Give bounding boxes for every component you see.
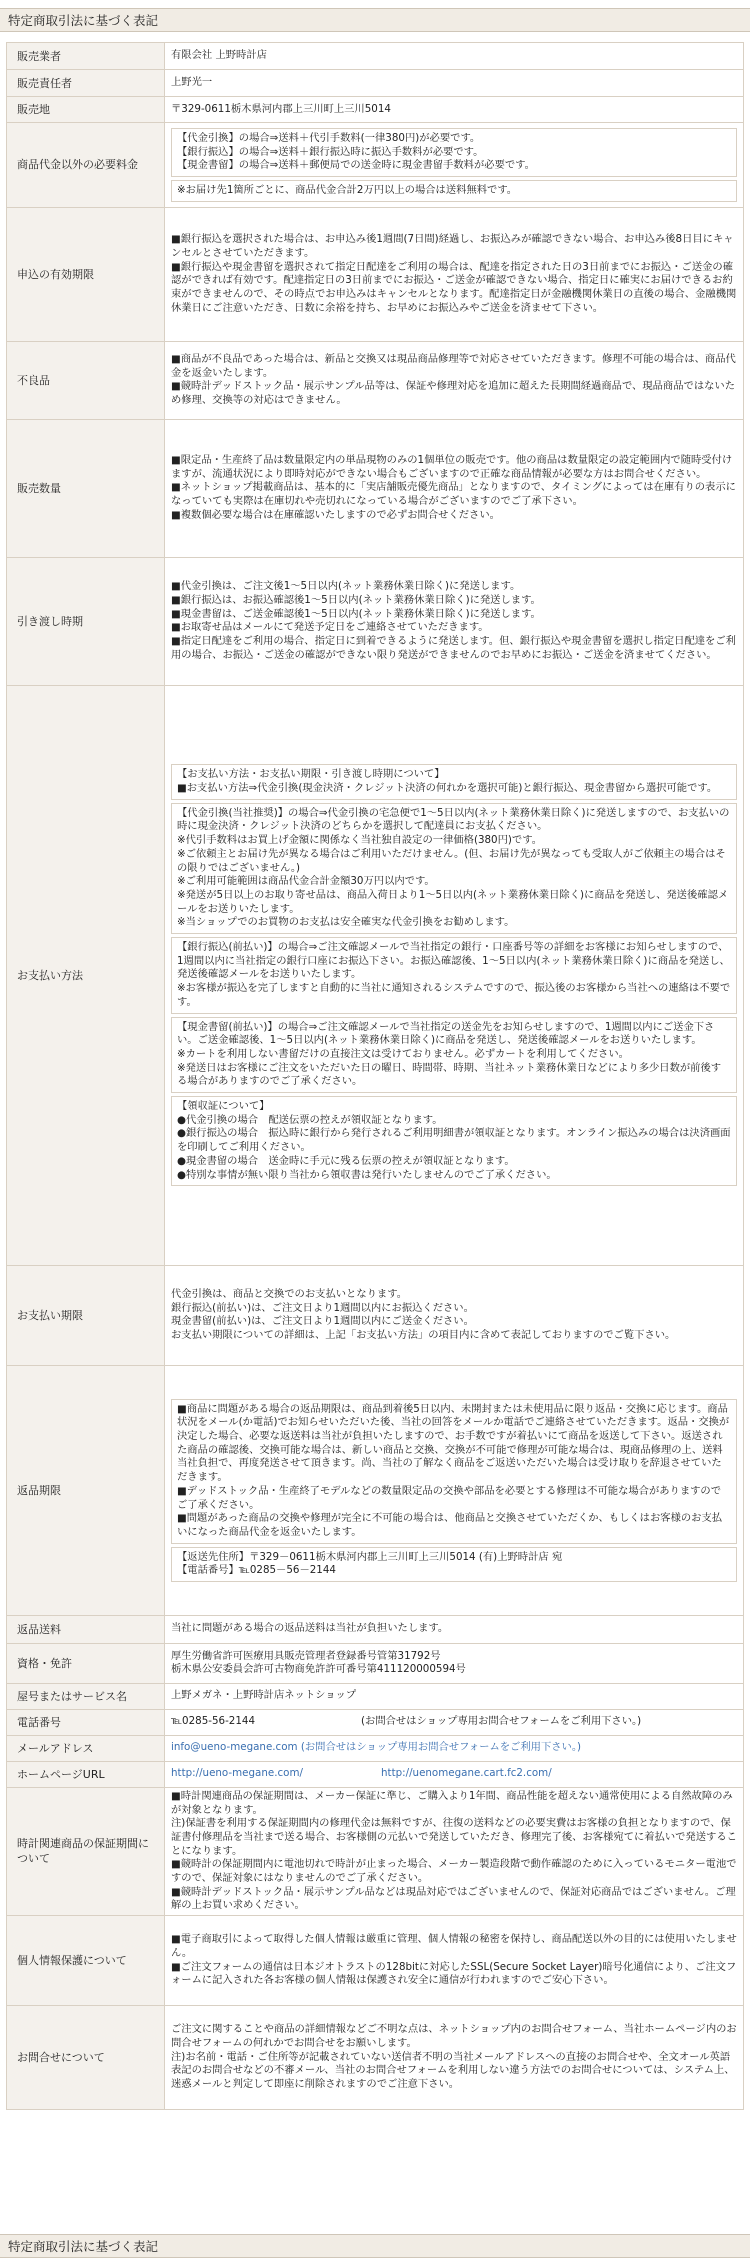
mail-link[interactable]: info@ueno-megane.com: [171, 1741, 298, 1754]
row-deadline: [7, 1265, 744, 1365]
fees-line: 【現金書留】の場合⇒送料＋郵便局での送金時に現金書留手数料が必要です。: [177, 159, 535, 172]
label-license: 資格・免許: [7, 1643, 165, 1683]
payment-line: 【代金引換(当社推奨)】の場合⇒代金引換の宅急便で1～5日以内(ネット業務休業日除く)に発送しますので、お支払いの時に現金決済・クレジット決済のどちらかを選択して配達員にお支払ください。: [177, 806, 730, 833]
value-license: [165, 1643, 744, 1683]
value-deadline: [165, 1265, 744, 1365]
label-store: 屋号またはサービス名: [7, 1683, 165, 1709]
row-delivery: [7, 557, 744, 685]
label-fees: 商品代金以外の必要料金: [7, 123, 165, 208]
row-defective: [7, 341, 744, 419]
value-returns: [165, 1365, 744, 1615]
label-quantity: 販売数量: [7, 419, 165, 557]
commerce-law-table: [6, 42, 744, 2110]
payment-line: ※代引手数料はお買上げ金額に関係なく当社独自設定の一律価格(380円)です。: [177, 834, 542, 847]
label-manager: 販売責任者: [7, 70, 165, 97]
contact-line: 注)お名前・電話・ご住所等が記載されていない送信者不明の当社メールアドレスへの直接のお問合せや、全文オール英語表記のお問合せなどの不審メール、当社のお問合せフォームを利用しない違う方法でのお問合せについては、システム上、迷惑メールと判定して即座に削除されますのでご注意下さい。: [171, 2050, 735, 2091]
payment-line: ※発送が5日以上のお取り寄せ品は、商品入荷日より1～5日以内(ネット業務休業日除く)に商品を発送し、発送後確認メールをお送りいたします。: [177, 888, 729, 915]
fees-line: 【銀行振込】の場合⇒送料＋銀行振込時に振込手数料が必要です。: [177, 145, 484, 158]
defective-line: ■商品が不良品であった場合は、新品と交換又は現品商品修理等で対応させていただきます。修理不可能の場合は、商品代金を返金いたします。: [171, 352, 736, 379]
returns-block-address: [171, 1547, 737, 1582]
payment-block-bank: [171, 937, 737, 1014]
value-fees: [165, 123, 744, 208]
fees-line: ※お届け先1箇所ごとに、商品代金合計2万円以上の場合は送料無料です。: [177, 184, 518, 197]
row-license: [7, 1643, 744, 1683]
header-title: 特定商取引法に基づく表記: [0, 8, 750, 32]
payment-line: ※当ショップでのお買物のお支払は安全確実な代金引換をお勧めします。: [177, 916, 515, 929]
row-returns: [7, 1365, 744, 1615]
label-phone: 電話番号: [7, 1709, 165, 1735]
label-privacy: 個人情報保護について: [7, 1916, 165, 2006]
validity-line: ■銀行振込を選択された場合は、お申込み後1週間(7日間)経過し、お振込みが確認できない場合、お申込み後8日目にキャンセルとさせていただきます。: [171, 233, 734, 259]
payment-block-cod: [171, 803, 737, 934]
value-seller: 有限会社 上野時計店: [165, 43, 744, 70]
delivery-line: ■指定日配達をご利用の場合、指定日に到着できるように発送します。但、銀行振込や現金書留を選択し指定日配達をご利用の場合、お振込・ご送金の確認ができない限り発送ができませんのでお早めにお振込・ご送金を済ませてください。: [171, 635, 736, 661]
returns-line: ■問題があった商品の交換や修理が完全に不可能の場合は、他商品と交換させていただくか、もしくはお客様のお支払いになった商品代金を返金いたします。: [177, 1512, 723, 1538]
quantity-line: ■限定品・生産終了品は数量限定内の単品現物のみの1個単位の販売です。他の商品は数量限定の設定範囲内で随時受付けますが、流通状況により即時対応ができない場合もございますので正確な商品情報が必要な方はお問合せください。: [171, 454, 733, 480]
row-manager: [7, 70, 744, 97]
phone-note: (お問合せはショップ専用お問合せフォームをご利用下さい。): [361, 1715, 642, 1728]
validity-line: ■銀行振込や現金書留を選択されて指定日配達をご利用の場合は、配達を指定された日の3日前までにお振込・ご送金の確認ができれば有効です。配達指定日の3日前までにお振込・ご送金が確認できない場合、指定日に確実にお届けできるお約束ができませんので、その時点でお申込みはキャンセルとなります。配達指定日が金融機関休業日の直後の場合、金融機関休業日にご注意いただき、日数に余裕を持ち、お早めにお振込みやご送金を済ませて下さい。: [171, 260, 737, 314]
phone-number: ℡0285-56-2144: [171, 1715, 256, 1728]
returns-line: 【電話番号】℡0285－56－2144: [177, 1564, 336, 1577]
license-line: 厚生労働省許可医療用具販売管理者登録番号管第31792号: [171, 1649, 441, 1662]
row-contact: [7, 2006, 744, 2110]
label-delivery: 引き渡し時期: [7, 557, 165, 685]
payment-line: ※発送日はお客様にご注文をいただいた日の曜日、時間帯、時期、当社ネット業務休業日などにより多少日数が前後する場合がありますのでご了承ください。: [177, 1061, 722, 1088]
deadline-line: 代金引換は、商品と交換でのお支払いとなります。: [171, 1287, 408, 1300]
returns-block-policy: [171, 1399, 737, 1544]
row-address: [7, 97, 744, 123]
row-fees: [7, 123, 744, 208]
row-seller: [7, 43, 744, 70]
returns-line: ■商品に問題がある場合の返品期限は、商品到着後5日以内、未開封または未使用品に限り返品・交換に応じます。商品状況をメール(か電話)でお知らせいただいた後、当社の回答をメールか電話でご連絡させていただきます。返品・交換が決定した場合、必要な返送料は当社が負担いたしますので、お手数ですが着払いにて商品を返送して下さい。返送された商品の確認後、交換可能な場合は、新しい商品と交換、交換が不可能で修理が可能な場合は、現商品修理の上、送料当社負担で、再度発送させて頂きます。尚、当社の了解なく商品をご返送いただいた場合は受け取りを辞退させていただきます。: [177, 1402, 730, 1484]
row-warranty: [7, 1787, 744, 1915]
label-defective: 不良品: [7, 341, 165, 419]
payment-block-summary: [171, 764, 737, 799]
row-phone: [7, 1709, 744, 1735]
label-validity: 申込の有効期限: [7, 207, 165, 341]
homepage-link-cart[interactable]: http://uenomegane.cart.fc2.com/: [381, 1767, 552, 1780]
value-homepage: [165, 1761, 744, 1787]
quantity-line: ■ネットショップ掲載商品は、基本的に「実店舗販売優先商品」となりますので、タイミングによっては在庫有りの表示になっていても実際は在庫切れや売切れになっている場合がございますのでご了承下さい。: [171, 481, 736, 508]
label-address: 販売地: [7, 97, 165, 123]
delivery-line: ■代金引換は、ご注文後1～5日以内(ネット業務休業日除く)に発送します。: [171, 580, 521, 593]
label-deadline: お支払い期限: [7, 1265, 165, 1365]
row-store: [7, 1683, 744, 1709]
value-defective: [165, 341, 744, 419]
payment-line: ※ご利用可能範囲は商品代金合計金額30万円以内です。: [177, 875, 435, 888]
delivery-line: ■お取寄せ品はメールにて発送予定日をご連絡させていただきます。: [171, 621, 489, 634]
payment-line: ※カートを利用しない書留だけの直接注文は受けておりません。必ずカートを利用してください。: [177, 1047, 629, 1060]
row-quantity: [7, 419, 744, 557]
delivery-line: ■銀行振込は、お振込確認後1～5日以内(ネット業務休業日除く)に発送します。: [171, 593, 541, 606]
warranty-line: ■競時計の保証期間内に電池切れで時計が止まった場合、メーカー製造段階で動作確認のために入っているモニター電池ですので、保証対象にはなりませんのでご了承ください。: [171, 1858, 737, 1885]
homepage-link-main[interactable]: http://ueno-megane.com/: [171, 1767, 303, 1780]
payment-line: ■お支払い方法⇒代金引換(現金決済・クレジット決済の何れかを選択可能)と銀行振込、現金書留から選択可能です。: [177, 782, 718, 795]
returns-line: ■デッドストック品・生産終了モデルなどの数量限定品の交換や部品を必要とする修理は不可能な場合がありますのでご了承ください。: [177, 1484, 722, 1511]
privacy-line: ■電子商取引によって取得した個人情報は厳重に管理、個人情報の秘密を保持し、商品配送以外の目的には使用いたしません。: [171, 1933, 737, 1959]
value-privacy: [165, 1916, 744, 2006]
quantity-line: ■複数個必要な場合は在庫確認いたしますので必ずお問合せください。: [171, 508, 500, 521]
value-address: 〒329-0611栃木県河内郡上三川町上三川5014: [165, 97, 744, 123]
value-return-shipping: 当社に問題がある場合の返品送料は当社が負担いたします。: [165, 1615, 744, 1643]
fees-block-1: [171, 128, 737, 177]
label-return-shipping: 返品送料: [7, 1615, 165, 1643]
mail-note: (お問合せはショップ専用お問合せフォームをご利用下さい。): [300, 1741, 582, 1754]
label-warranty: 時計関連商品の保証期間について: [7, 1787, 165, 1915]
payment-line: ※ご依頼主とお届け先が異なる場合はご利用いただけません。(但、お届け先が異なっても受取人がご依頼主の場合はその限りではございません。): [177, 847, 726, 874]
contact-line: ご注文に関することや商品の詳細情報などご不明な点は、ネットショップ内のお問合せフォーム、当社ホームページ内のお問合せフォームの何れかでお問合せをお願いします。: [171, 2023, 737, 2050]
payment-block-receipt: [171, 1096, 737, 1186]
label-contact: お問合せについて: [7, 2006, 165, 2110]
row-validity: [7, 207, 744, 341]
deadline-line: 現金書留(前払い)は、ご注文日より1週間以内にご送金ください。: [171, 1315, 474, 1328]
warranty-line: 注)保証書を利用する保証期間内の修理代金は無料ですが、往復の送料などの必要実費はお客様の負担となりますので、保証書付修理品を当社まで送る場合、お客様側の元払いで発送していただき、修理完了後、お客様宛てに着払いで発送することになります。: [171, 1817, 737, 1857]
value-delivery: [165, 557, 744, 685]
fees-line: 【代金引換】の場合⇒送料＋代引手数料(一律380円)が必要です。: [177, 132, 481, 144]
deadline-line: 銀行振込(前払い)は、ご注文日より1週間以内にお振込ください。: [171, 1301, 474, 1314]
payment-line: ●現金書留の場合 送金時に手元に残る伝票の控えが領収証となります。: [177, 1154, 515, 1167]
payment-line: ※お客様が振込を完了しますと自動的に当社に通知されるシステムですので、振込後のお客様から当社への連絡は不要です。: [177, 982, 731, 1008]
value-mail: [165, 1735, 744, 1761]
value-validity: [165, 207, 744, 341]
payment-line: ●特別な事情が無い限り当社から領収書は発行いたしませんのでご了承ください。: [177, 1168, 557, 1181]
privacy-line: ■ご注文フォームの通信は日本ジオトラストの128bitに対応したSSL(Secure Socket Layer)暗号化通信により、ご注文フォームに記入された各お客様の個人情報は保護され安全に通信が行われますのでご安心下さい。: [171, 1960, 737, 1987]
warranty-line: ■競時計デッドストック品・展示サンプル品などは現品対応ではございませんので、保証対応商品ではございません。ご理解の上お買い求めください。: [171, 1885, 736, 1912]
row-homepage: [7, 1761, 744, 1787]
payment-line: ●銀行振込の場合 振込時に銀行から発行されるご利用明細書が領収証となります。オンライン振込みの場合は決済画面を印刷してご利用ください。: [177, 1127, 731, 1154]
payment-block-registered-mail: [171, 1017, 737, 1094]
payment-line: 【領収証について】: [177, 1100, 270, 1113]
fees-block-2: [171, 180, 737, 202]
payment-line: 【現金書留(前払い)】の場合⇒ご注文確認メールで当社指定の送金先をお知らせしますので、1週間以内にご送金下さい。ご送金確認後、1～5日以内(ネット業務休業日除く)に商品を発送し、発送後確認メールをお送りいたします。: [177, 1020, 715, 1047]
row-privacy: [7, 1916, 744, 2006]
deadline-line: お支払い期限についての詳細は、上記「お支払い方法」の項目内に含めて表記しておりますのでご覧下さい。: [171, 1329, 676, 1342]
payment-line: ●代金引換の場合 配送伝票の控えが領収証となります。: [177, 1113, 443, 1126]
row-return-shipping: [7, 1615, 744, 1643]
label-seller: 販売業者: [7, 43, 165, 70]
footer-title: 特定商取引法に基づく表記: [0, 2234, 750, 2258]
value-warranty: [165, 1787, 744, 1915]
label-homepage: ホームページURL: [7, 1761, 165, 1787]
value-manager: 上野光一: [165, 70, 744, 97]
value-phone: [165, 1709, 744, 1735]
returns-line: 【返送先住所】〒329－0611栃木県河内郡上三川町上三川5014 (有)上野時計店 宛: [177, 1550, 563, 1563]
defective-line: ■競時計デッドストック品・展示サンプル品等は、保証や修理対応を追加に超えた長期間経過商品で、現品商品ではないため修理、交換等の対応はできません。: [171, 380, 736, 407]
label-payment: お支払い方法: [7, 685, 165, 1265]
payment-line: 【お支払い方法・お支払い期限・引き渡し時期について】: [177, 768, 445, 781]
delivery-line: ■現金書留は、ご送金確認後1～5日以内(ネット業務休業日除く)に発送します。: [171, 607, 541, 620]
label-returns: 返品期限: [7, 1365, 165, 1615]
row-payment: [7, 685, 744, 1265]
payment-line: 【銀行振込(前払い)】の場合⇒ご注文確認メールで当社指定の銀行・口座番号等の詳細をお客様にお知らせしますので、1週間以内に当社指定の銀行口座にお振込下さい。お振込確認後、1～5日以内(ネット業務休業日除く)に商品を発送し、発送後確認メールをお送りいたします。: [177, 941, 730, 981]
value-store: 上野メガネ・上野時計店ネットショップ: [165, 1683, 744, 1709]
license-line: 栃木県公安委員会許可古物商免許許可番号第411120000594号: [171, 1663, 466, 1676]
label-mail: メールアドレス: [7, 1735, 165, 1761]
warranty-line: ■時計関連商品の保証期間は、メーカー保証に準じ、ご購入より1年間、商品性能を超えない通常使用による自然故障のみが対象となります。: [171, 1789, 733, 1816]
value-contact: [165, 2006, 744, 2110]
row-mail: [7, 1735, 744, 1761]
value-quantity: [165, 419, 744, 557]
value-payment: [165, 685, 744, 1265]
